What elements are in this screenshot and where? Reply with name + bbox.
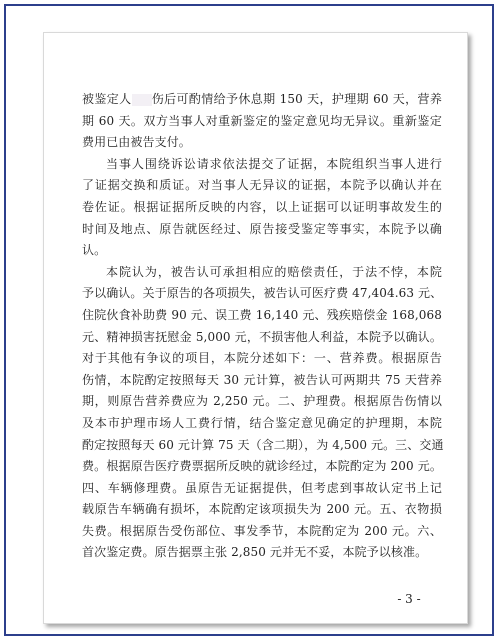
text-line: 了证据交换和质证。对当事人无异议的证据，本院予以确认并在 [82, 178, 442, 193]
text-line: 费用已由被告支付。 [82, 135, 191, 150]
text-line: 期，则原告营养费应为 2,250 元。二、护理费。根据原告伤情以 [82, 394, 442, 409]
text-line: 失费。根据原告受伤部位、事发季节，本院酌定为 200 元。六、 [82, 523, 442, 538]
text-line: 期 60 天。双方当事人对重新鉴定的鉴定意见均无异议。重新鉴定 [82, 113, 442, 128]
text-line: 对于其他有争议的项目，本院分述如下：一、营养费。根据原告 [82, 351, 442, 366]
text-line: 及本市护理市场人工费行情，结合鉴定意见确定的护理期，本院 [82, 415, 442, 430]
text-line: 酌定按照每天 60 元计算 75 天（含二期），为 4,500 元。三、交通 [82, 437, 444, 452]
text-line: 元、精神损害抚慰金 5,000 元，不损害他人利益，本院予以确认。 [82, 329, 442, 344]
document-page [43, 32, 468, 624]
text-line: 伤情，本院酌定按照每天 30 元计算，被告认可两期共 75 天营养 [82, 372, 442, 387]
redaction-mark [132, 94, 152, 106]
text-line: 予以确认。关于原告的各项损失，被告认可医疗费 47,404.63 元、 [82, 286, 443, 301]
text-line: 时间及地点、原告就医经过、原告接受鉴定等事实，本院予以确 [82, 221, 442, 236]
text-line: 费。根据原告医疗费票据所反映的就诊经过，本院酌定为 200 元。 [82, 459, 442, 474]
text-line: 本院认为，被告认可承担相应的赔偿责任，于法不悖，本院 [106, 264, 442, 279]
outer-frame [4, 4, 494, 636]
line-text: 被鉴定人 [82, 92, 132, 106]
text-line: 当事人围绕诉讼请求依法提交了证据，本院组织当事人进行 [106, 156, 442, 171]
text-line: 住院伙食补助费 90 元、误工费 16,140 元、残疾赔偿金 168,068 [82, 307, 442, 322]
text-line: 首次鉴定费。原告据票主张 2,850 元并无不妥，本院予以核准。 [82, 545, 428, 560]
text-line: 载原告车辆确有损坏，本院酌定该项损失为 200 元。五、衣物损 [82, 502, 442, 517]
text-line: 四、车辆修理费。虽原告无证据提供，但考虑到事故认定书上记 [82, 480, 442, 495]
document-body [82, 89, 442, 564]
line-text: 伤后可酌情给予休息期 150 天，护理期 60 天，营养 [151, 92, 443, 106]
text-line [82, 89, 442, 111]
text-line: 卷佐证。根据证据所反映的内容，以上证据可以证明事故发生的 [82, 199, 442, 214]
text-line: 认。 [82, 243, 107, 258]
page-number: - 3 - [397, 592, 421, 606]
